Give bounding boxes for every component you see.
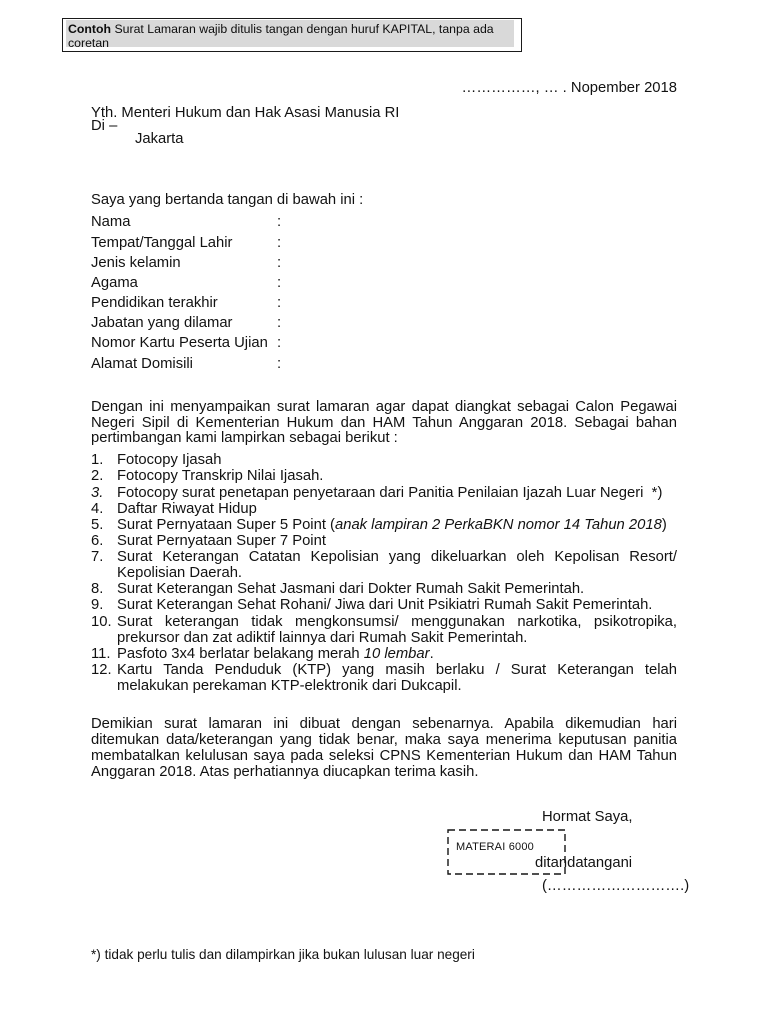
attachment-number: 8. [91, 581, 104, 597]
attachment-text: Surat Pernyataan Super 7 Point [117, 533, 326, 549]
attachment-text: Surat keterangan tidak mengkonsumsi/ menggunakan narkotika, psikotropika, [117, 614, 677, 630]
attachment-italic-note: 10 lembar [363, 646, 430, 662]
attachment-number: 2. [91, 468, 104, 484]
field-colon: : [277, 235, 282, 251]
field-label-nama: Nama [91, 214, 131, 230]
field-colon: : [277, 295, 282, 311]
closing-paragraph-line: ditemukan data/keterangan yang tidak benar, maka saya menerima keputusan panitia [91, 732, 677, 748]
attachment-text: Fotocopy surat penetapan penyetaraan dari Panitia Penilaian Ijazah Luar Negeri *) [117, 485, 663, 501]
recipient-city: Jakarta [135, 131, 184, 147]
field-label-nomor-kartu: Nomor Kartu Peserta Ujian [91, 335, 268, 351]
attachment-number: 1. [91, 452, 104, 468]
attachment-text-end: . [429, 646, 434, 662]
attachment-text-continued: melakukan perekaman KTP-elektronik dari Dukcapil. [117, 678, 462, 694]
opening-paragraph-line: pertimbangan kami lampirkan sebagai berikut : [91, 430, 398, 446]
field-label-agama: Agama [91, 275, 138, 291]
field-label-alamat: Alamat Domisili [91, 356, 193, 372]
signature-name-placeholder: (……………………….) [542, 878, 690, 894]
recipient-line-2: Di – [91, 118, 118, 134]
recipient-line-1: Yth. Menteri Hukum dan Hak Asasi Manusia RI [91, 105, 400, 121]
field-label-jabatan: Jabatan yang dilamar [91, 315, 233, 331]
notice-text: Surat Lamaran wajib ditulis tangan dengan huruf KAPITAL, tanpa ada [111, 22, 494, 36]
attachment-number: 7. [91, 549, 104, 565]
attachment-text: Daftar Riwayat Hidup [117, 501, 257, 517]
attachment-text: Fotocopy Ijasah [117, 452, 222, 468]
attachment-text: Surat Keterangan Sehat Jasmani dari Dokter Rumah Sakit Pemerintah. [117, 581, 585, 597]
notice-bold-word: Contoh [68, 22, 112, 36]
field-colon: : [277, 356, 282, 372]
attachment-italic-note: anak lampiran 2 PerkaBKN nomor 14 Tahun 2018 [334, 517, 662, 533]
field-colon: : [277, 315, 282, 331]
attachment-text: Surat Keterangan Catatan Kepolisian yang dikeluarkan oleh Kepolisan Resort/ [117, 549, 677, 565]
attachment-number: 4. [91, 501, 104, 517]
attachment-text: Fotocopy Transkrip Nilai Ijasah. [117, 468, 324, 484]
opening-paragraph-line: Negeri Sipil di Kementerian Hukum dan HAM Tahun Anggaran 2018. Sebagai bahan [91, 415, 677, 431]
attachment-number: 9. [91, 597, 104, 613]
field-label-tempat-tanggal-lahir: Tempat/Tanggal Lahir [91, 235, 233, 251]
stamp-label: MATERAI 6000 [456, 841, 535, 853]
notice-line-1 [68, 22, 494, 36]
attachment-line [117, 646, 677, 662]
field-colon: : [277, 255, 282, 271]
field-label-pendidikan: Pendidikan terakhir [91, 295, 218, 311]
opening-paragraph-line: Dengan ini menyampaikan surat lamaran agar dapat diangkat sebagai Calon Pegawai [91, 399, 677, 415]
attachment-number: 10. [91, 614, 112, 630]
attachment-text: Pasfoto 3x4 berlatar belakang merah [117, 646, 364, 662]
attachment-text-continued: Kepolisian Daerah. [117, 565, 243, 581]
attachment-text: Surat Pernyataan Super 5 Point ( [117, 517, 335, 533]
attachment-number: 6. [91, 533, 104, 549]
field-colon: : [277, 335, 282, 351]
footnote: *) tidak perlu tulis dan dilampirkan jika bukan lulusan luar negeri [91, 947, 475, 962]
attachment-number: 5. [91, 517, 104, 533]
attachment-number: 3. [91, 485, 104, 501]
date-line: ……………, … . Nopember 2018 [461, 80, 677, 96]
field-colon: : [277, 214, 282, 230]
closing-greeting: Hormat Saya, [542, 809, 633, 825]
closing-paragraph-line: Anggaran 2018. Atas perhatiannya diucapkan terima kasih. [91, 764, 479, 780]
attachment-line [117, 517, 677, 533]
field-label-jenis-kelamin: Jenis kelamin [91, 255, 181, 271]
attachment-text: Surat Keterangan Sehat Rohani/ Jiwa dari Unit Psikiatri Rumah Sakit Pemerintah. [117, 597, 653, 613]
signed-note: ditandatangani [535, 855, 633, 871]
closing-paragraph-line: Demikian surat lamaran ini dibuat dengan sebenarnya. Apabila dikemudian hari [91, 716, 677, 732]
closing-paragraph-line: membatalkan kelulusan saya pada seleksi CPNS Kementerian Hukum dan HAM Tahun [91, 748, 677, 764]
attachment-text-end: ) [661, 517, 667, 533]
field-colon: : [277, 275, 282, 291]
intro-line: Saya yang bertanda tangan di bawah ini : [91, 192, 364, 208]
attachment-number: 12. [91, 662, 112, 678]
attachment-text-continued: prekursor dan zat adiktif lainnya dari Rumah Sakit Pemerintah. [117, 630, 528, 646]
attachment-number: 11. [91, 646, 111, 662]
attachment-text: Kartu Tanda Penduduk (KTP) yang masih berlaku / Surat Keterangan telah [117, 662, 677, 678]
notice-line-2: coretan [68, 36, 110, 50]
